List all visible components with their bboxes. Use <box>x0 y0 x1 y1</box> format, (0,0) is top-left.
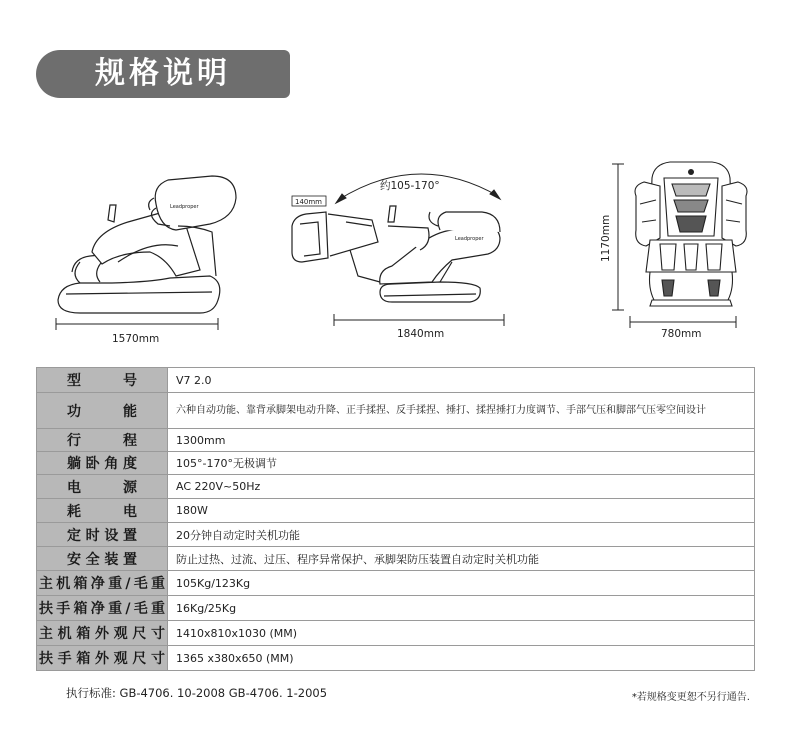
table-row <box>37 368 755 393</box>
table-row <box>37 646 755 671</box>
spec-label: 电源 <box>37 475 168 499</box>
table-row <box>37 475 755 499</box>
table-row <box>37 523 755 547</box>
table-row <box>37 452 755 475</box>
spec-table <box>36 367 755 671</box>
change-notice: *若规格变更恕不另行通告. <box>631 692 750 703</box>
spec-value: 防止过热、过流、过压、程序异常保护、承脚架防压装置自动定时关机功能 <box>168 547 755 571</box>
spec-value: V7 2.0 <box>168 368 755 393</box>
spec-label: 安全装置 <box>37 547 168 571</box>
table-row <box>37 571 755 596</box>
spec-label: 主机箱外观尺寸 <box>37 621 168 646</box>
spec-label: 行程 <box>37 429 168 452</box>
spec-value: 1365 x380x650 (MM) <box>168 646 755 671</box>
spec-label: 躺卧角度 <box>37 452 168 475</box>
table-row <box>37 547 755 571</box>
spec-value: 1300mm <box>168 429 755 452</box>
spec-value: 六种自动功能、靠背承脚架电动升降、正手揉捏、反手揉捏、捶打、揉捏捶打力度调节、手部气压和脚部气压零空间设计 <box>168 393 755 429</box>
recline-view-chair <box>292 206 500 302</box>
spec-value: 1410x810x1030 (MM) <box>168 621 755 646</box>
recline-angle-label: 约105-170° <box>380 180 440 192</box>
legrest-extension-label: 140mm <box>295 198 322 206</box>
side-view-dimension <box>56 318 218 330</box>
spec-value: 16Kg/25Kg <box>168 596 755 621</box>
spec-label: 扶手箱净重/毛重 <box>37 596 168 621</box>
spec-label: 主机箱净重/毛重 <box>37 571 168 596</box>
table-row <box>37 429 755 452</box>
table-row <box>37 393 755 429</box>
spec-label: 耗电 <box>37 499 168 523</box>
spec-value: 20分钟自动定时关机功能 <box>168 523 755 547</box>
standards-footnote: 执行标准: GB-4706. 10-2008 GB-4706. 1-2005 <box>66 686 328 700</box>
spec-value: AC 220V~50Hz <box>168 475 755 499</box>
chair-diagrams <box>0 0 790 360</box>
recline-view-dimension <box>334 314 504 326</box>
spec-label: 型号 <box>37 368 168 393</box>
spec-label: 功能 <box>37 393 168 429</box>
front-height-label: 1170mm <box>600 214 612 262</box>
spec-value: 180W <box>168 499 755 523</box>
spec-value: 105°-170°无极调节 <box>168 452 755 475</box>
front-width-label: 780mm <box>661 328 702 340</box>
recline-width-label: 1840mm <box>397 328 445 340</box>
side-view-width-label: 1570mm <box>112 333 160 345</box>
front-view-chair <box>635 162 747 306</box>
table-row <box>37 499 755 523</box>
table-row <box>37 596 755 621</box>
side-view-chair <box>58 176 236 313</box>
svg-text:Leadproper: Leadproper <box>455 236 484 242</box>
page-title: 规格说明 <box>95 56 231 91</box>
svg-text:Leadproper: Leadproper <box>170 204 199 210</box>
spec-value: 105Kg/123Kg <box>168 571 755 596</box>
spec-label: 扶手箱外观尺寸 <box>37 646 168 671</box>
table-row <box>37 621 755 646</box>
spec-label: 定时设置 <box>37 523 168 547</box>
